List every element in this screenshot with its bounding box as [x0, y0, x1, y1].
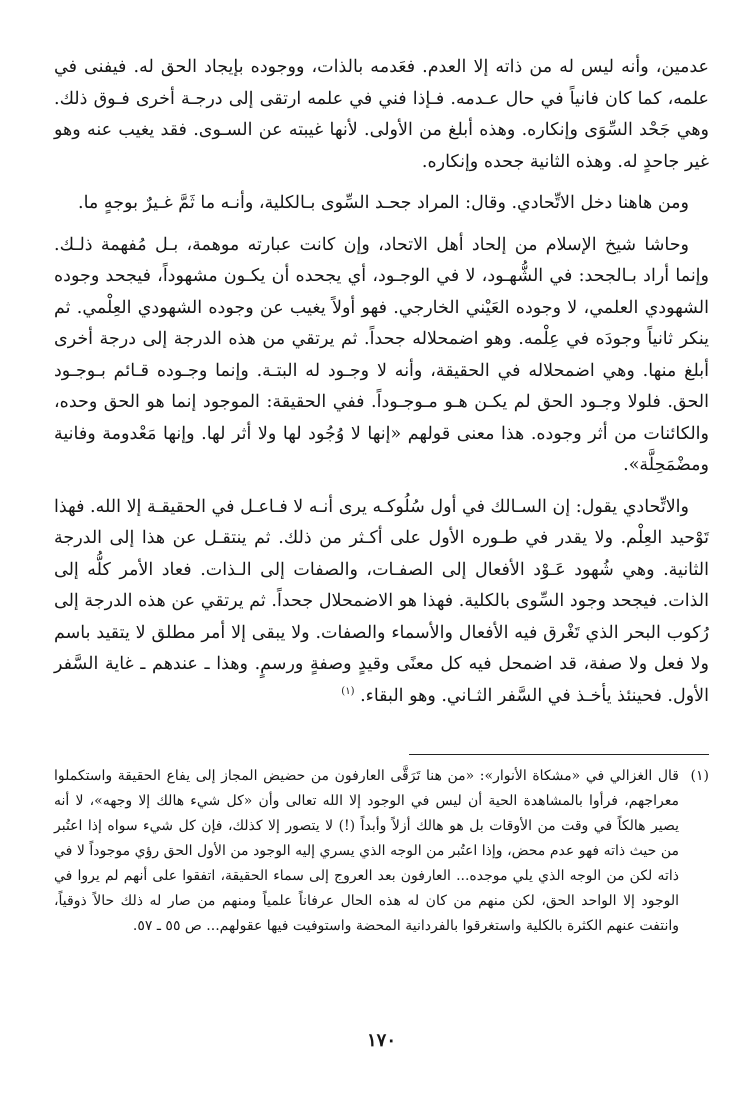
paragraph-3: وحاشا شيخ الإسلام من إلحاد أهل الاتحاد، وإن كانت عبارته موهمة، بـل مُفهمة ذلـك. وإنما أراد بـالجحد: في الشُّهـود، لا في الوجـود، أي يجحده أن يكـون مشهوداً، فيجحد وجوده الشهودي العلمي، لا وجوده العَيْني الخارجي. فهو أولاً يغيب عن وجوده الشهودي العِلْمي. ثم ينكر ثانياً وجودَه في عِلْمه. وهو اضمحلاله جحداً. ثم يرتقي من هذه الدرجة إلى درجة أخرى أبلغ منها. وهي اضمحلاله في الحقيقة، وأنه لا وجـود له البتـة. وإنما وجـوده قـائم بـوجـود الحق. فلولا وجـود الحق لم يكـن هـو مـوجـوداً. ففي الحقيقة: الموجود إنما هو الحق وحده، والكائنات من أثر وجوده. هذا معنى قولهم «إنها لا وُجُود لها ولا أثر لها. وإنها مَعْدومة وفانية ومضْمَحِلَّة».	[54, 234, 709, 475]
footnote-reference: (١)	[341, 685, 355, 697]
paragraph-2: ومن هاهنا دخل الاتِّحادي. وقال: المراد جحـد السِّوى بـالكلية، وأنـه ما ثَمَّ غـيرٌ بوجهٍ ما.	[78, 193, 689, 213]
footnote-separator	[409, 754, 709, 755]
main-text	[54, 52, 709, 712]
footnotes	[54, 764, 709, 939]
footnote-marker: (١)	[690, 768, 709, 784]
footnote-text: قال الغزالي في «مشكاة الأنوار»: «من هنا تَرَقَّى العارفون من حضيض المجاز إلى يفاع الحقيقة واستكملوا معراجهم، فرأوا بالمشاهدة الحية أن ليس في الوجود إلا الله تعالى وأن «كل شيء هالك إلا وجهه»، لا أنه يصير هالكاً في وقت من الأوقات بل هو هالك أزلاً وأبداً (!) لا يتصور إلا كذلك، فإن كل شيء سواه إذا اعتُبر من حيث ذاته فهو عدم محض، وإذا اعتُبر من الوجه الذي يسري إليه الوجود من الأول الحق رؤي موجوداً لا في ذاته لكن من الوجه الذي يلي موجده... العارفون بعد العروج إلى سماء الحقيقة، اتفقوا على أنهم لم يروا في الوجود إلا الواحد الحق، لكن منهم من كان له هذه الحال عرفاناً علمياً ومنهم من صار له ذلك حالاً ذوقياً، وانتفت عنهم الكثرة بالكلية واستغرقوا بالفردانية المحضة واستوفيت فيها عقولهم... ص ٥٥ ـ ٥٧.	[54, 768, 679, 934]
paragraph-4	[54, 492, 709, 713]
page-number: ١٧٠	[366, 1030, 396, 1051]
paragraph-1: عدمين، وأنه ليس له من ذاته إلا العدم. فعَدمه بالذات، ووجوده بإيجاد الحق له. فيفنى في علمه، كما كان فانياً في حال عـدمه. فـإذا فني في علمه ارتقى إلى درجـة أخرى فـوق ذلك. وهي جَحْد السِّوَى وإنكاره. وهذه أبلغ من الأولى. لأنها غيبته عن السـوى. فقد يغيب عنه وهو غير جاحدٍ له. وهذه الثانية جحده وإنكاره.	[54, 57, 709, 172]
book-page	[54, 52, 709, 1072]
footnote-1	[54, 764, 709, 939]
paragraph-4-text: والاتِّحادي يقول: إن السـالك في أول سُلُوكـه يرى أنـه لا فـاعـل في الحقيقـة إلا الله. فهذا تَوْحيد العِلْم. ولا يقدر في طـوره الأول على أكـثر من ذلك. ثم ينتقـل عن هذا إلى الدرجة الثانية. وهي شُهود عَـوْد الأفعال إلى الصفـات، والصفات إلى الـذات. فعاد الأمر كلُّه إلى الذات. فيجحد وجود السِّوى بالكلية. فهذا هو الاضمحلال جحداً. ثم يرتقي عن هذه الدرجة إلى رُكوب البحر الذي تَغْرق فيه الأفعال والأسماء والصفات. ولا يبقى إلا أمر مطلق لا يتقيد باسم ولا فعل ولا صفة، قد اضمحل فيه كل معنًى وقيدٍ وصفةٍ ورسمٍ. وهذا ـ عندهم ـ غاية السَّفر الأول. فحينئذ يأخـذ في السَّفر الثـاني. وهو البقاء.	[54, 496, 709, 706]
